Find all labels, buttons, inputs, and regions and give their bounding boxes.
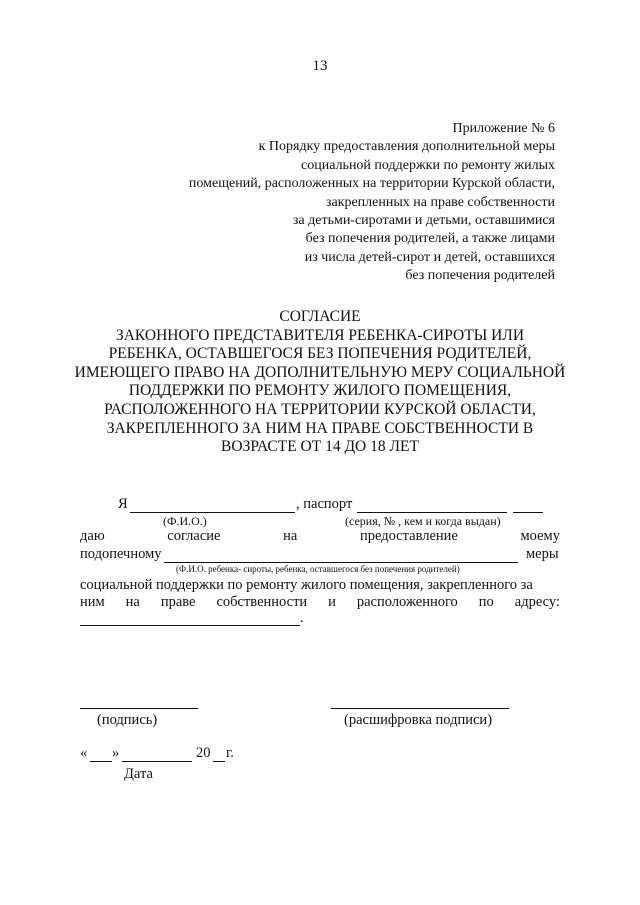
word: на	[125, 594, 140, 610]
date-open-quote: «	[80, 745, 88, 761]
appendix-line: Приложение № 6	[452, 121, 555, 136]
child-name-field[interactable]	[164, 562, 518, 563]
word: и	[328, 594, 336, 610]
word: расположенного	[356, 594, 458, 610]
date-month-field[interactable]	[122, 761, 192, 762]
appendix-line: к Порядку предоставления дополнительной меры	[258, 139, 555, 155]
title-line: РАСПОЛОЖЕННОГО НА ТЕРРИТОРИИ КУРСКОЙ ОБЛАСТИ,	[104, 400, 536, 418]
consent-line	[80, 528, 560, 545]
date-close-quote: »	[112, 745, 120, 761]
word: по	[478, 594, 494, 610]
signature-field[interactable]	[80, 708, 198, 709]
date-caption: Дата	[124, 766, 153, 782]
title-line: ЗАКОННОГО ПРЕДСТАВИТЕЛЯ РЕБЕНКА-СИРОТЫ ИЛИ	[115, 326, 525, 344]
title-line: СОГЛАСИЕ	[279, 308, 361, 325]
address-period: .	[300, 610, 304, 626]
fio-field[interactable]	[130, 512, 295, 513]
signature-decoding-field[interactable]	[331, 708, 509, 709]
word: ним	[80, 594, 105, 610]
word: согласие	[167, 528, 221, 544]
title-line: ПОДДЕРЖКИ ПО РЕМОНТУ ЖИЛОГО ПОМЕЩЕНИЯ,	[128, 382, 512, 400]
word: собственности	[216, 594, 308, 610]
passport-field[interactable]	[357, 512, 507, 513]
word: праве	[160, 594, 196, 610]
appendix-line: социальной поддержки по ремонту жилых	[301, 157, 555, 173]
podopechnomu-label: подопечному	[80, 546, 162, 562]
ya-label: Я	[118, 496, 128, 512]
appendix-line: без попечения родителей	[405, 268, 555, 284]
title-line: РЕБЕНКА, ОСТАВШЕГОСЯ БЕЗ ПОПЕЧЕНИЯ РОДИТЕЛЕЙ,	[108, 345, 532, 363]
passport-label: , паспорт	[296, 496, 353, 512]
word: предоставление	[359, 528, 458, 544]
date-day-field[interactable]	[90, 761, 112, 762]
passport-field-extra[interactable]	[513, 512, 543, 513]
page-number: 13	[312, 58, 328, 74]
date-year-prefix: 20	[196, 745, 211, 761]
appendix-line: помещений, расположенных на территории Курской области,	[188, 176, 555, 192]
mery-label: меры	[526, 546, 559, 562]
word: даю	[80, 528, 105, 544]
signature-decoding-caption: (расшифровка подписи)	[344, 712, 493, 728]
appendix-line: закрепленных на праве собственности	[325, 194, 555, 210]
signature-caption: (подпись)	[97, 712, 158, 728]
word: на	[283, 528, 298, 544]
word: моему	[520, 528, 560, 544]
date-year-field[interactable]	[213, 761, 225, 762]
appendix-header	[189, 120, 555, 286]
address-field[interactable]	[80, 625, 300, 626]
passport-caption: (серия, № , кем и когда выдан)	[345, 514, 501, 528]
title-line: ВОЗРАСТЕ ОТ 14 ДО 18 ЛЕТ	[221, 438, 419, 456]
appendix-line: из числа детей-сирот и детей, оставшихся	[304, 249, 555, 265]
support-line: социальной поддержки по ремонту жилого помещения, закрепленного за	[80, 577, 533, 593]
title-line: ЗАКРЕПЛЕННОГО ЗА НИМ НА ПРАВЕ СОБСТВЕННОСТИ В	[106, 419, 534, 437]
address-line	[80, 594, 560, 611]
date-year-suffix: г.	[226, 745, 234, 761]
word: адресу:	[514, 594, 560, 610]
child-caption: (Ф.И.О. ребенка- сироты, ребенка, оставшегося без попечения родителей)	[176, 564, 460, 574]
appendix-line: без попечения родителей, а также лицами	[305, 231, 555, 247]
document-title	[0, 308, 640, 457]
appendix-line: за детьми-сиротами и детьми, оставшимися	[292, 213, 555, 229]
title-line: ИМЕЮЩЕГО ПРАВО НА ДОПОЛНИТЕЛЬНУЮ МЕРУ СОЦИАЛЬНОЙ	[74, 363, 566, 381]
fio-caption: (Ф.И.О.)	[163, 514, 207, 528]
